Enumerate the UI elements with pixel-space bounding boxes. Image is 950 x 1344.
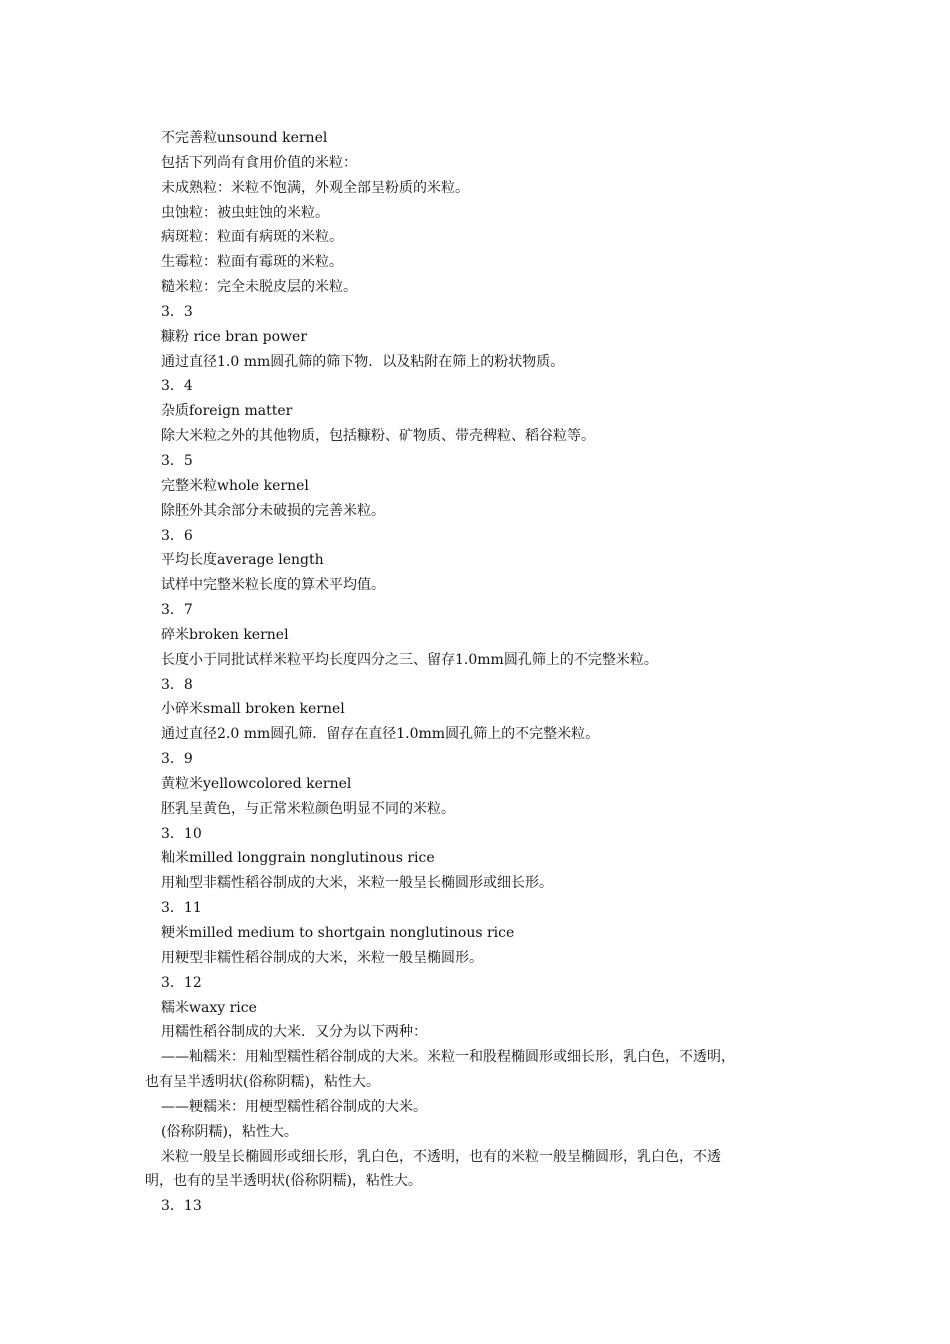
text-line: 米粒一般呈长椭圆形或细长形，乳白色，不透明，也有的米粒一般呈椭圆形，乳白色，不透 (161, 1148, 721, 1165)
document-body (145, 126, 810, 1219)
text-line: 用粳型非糯性稻谷制成的大米，米粒一般呈椭圆形。 (161, 949, 483, 966)
text-line: 生霉粒：粒面有霉斑的米粒。 (161, 254, 343, 271)
text-line: 3．11 (161, 900, 202, 917)
text-line: 未成熟粒：米粒不饱满，外观全部呈粉质的米粒。 (161, 179, 469, 196)
text-line: 3．3 (161, 303, 193, 320)
text-line: (俗称阴糯)，粘性大。 (161, 1123, 298, 1140)
text-line: 通过直径1.0 mm圆孔筛的筛下物．以及粘附在筛上的粉状物质。 (161, 353, 565, 370)
text-line: 小碎米small broken kernel (161, 701, 345, 718)
text-line: ——粳糯米：用梗型糯性稻谷制成的大米。 (161, 1098, 427, 1115)
text-line: 3．13 (161, 1198, 202, 1215)
text-line: 3．4 (161, 378, 193, 395)
text-line: 完整米粒whole kernel (161, 477, 309, 494)
text-line: 除大米粒之外的其他物质，包括糠粉、矿物质、带壳稗粒、稻谷粒等。 (161, 428, 595, 445)
text-line: 也有呈半透明状(俗称阴糯)，粘性大。 (145, 1074, 380, 1091)
text-line: 包括下列尚有食用价值的米粒： (161, 154, 357, 171)
text-line: 3．7 (161, 602, 193, 619)
text-line: 糙米粒：完全未脱皮层的米粒。 (161, 279, 357, 296)
text-line: ——籼糯米：用籼型糯性稻谷制成的大米。米粒一和股程椭圆形或细长形，乳白色，不透明， (161, 1049, 735, 1066)
text-line: 糠粉 rice bran power (161, 328, 308, 345)
text-line: 籼米milled longgrain nonglutinous rice (161, 850, 435, 867)
text-line: 不完善粒unsound kernel (161, 130, 328, 146)
text-line: 黄粒米yellowcolored kernel (161, 775, 352, 792)
text-line: 虫蚀粒：被虫蛀蚀的米粒。 (161, 204, 329, 221)
text-line: 3．10 (161, 825, 202, 842)
text-line: 胚乳呈黄色，与正常米粒颜色明显不同的米粒。 (161, 800, 455, 817)
text-line: 明，也有的呈半透明状(俗称阴糯)，粘性大。 (145, 1173, 422, 1190)
text-line: 粳米milled medium to shortgain nonglutinous rice (161, 925, 515, 941)
text-line: 糯米waxy rice (161, 999, 257, 1016)
text-line: 3．9 (161, 751, 193, 768)
text-line: 病斑粒：粒面有病斑的米粒。 (161, 229, 343, 246)
text-line: 3．6 (161, 527, 193, 544)
text-line: 平均长度average length (161, 552, 324, 569)
text-line: 用籼型非糯性稻谷制成的大米，米粒一般呈长椭圆形或细长形。 (161, 875, 553, 892)
text-line: 3．8 (161, 676, 193, 693)
text-line: 用糯性稻谷制成的大米．又分为以下两种： (161, 1024, 427, 1041)
text-line: 通过直径2.0 mm圆孔筛．留存在直径1.0mm圆孔筛上的不完整米粒。 (161, 726, 600, 743)
text-line: 3．12 (161, 974, 202, 991)
text-line: 除胚外其余部分未破损的完善米粒。 (161, 502, 385, 519)
text-line: 杂质foreign matter (161, 403, 293, 420)
text-line: 碎米broken kernel (161, 626, 289, 643)
text-line: 长度小于同批试样米粒平均长度四分之三、留存1.0mm圆孔筛上的不完整米粒。 (161, 651, 658, 668)
text-line: 3．5 (161, 452, 193, 469)
text-line: 试样中完整米粒长度的算术平均值。 (161, 577, 385, 594)
